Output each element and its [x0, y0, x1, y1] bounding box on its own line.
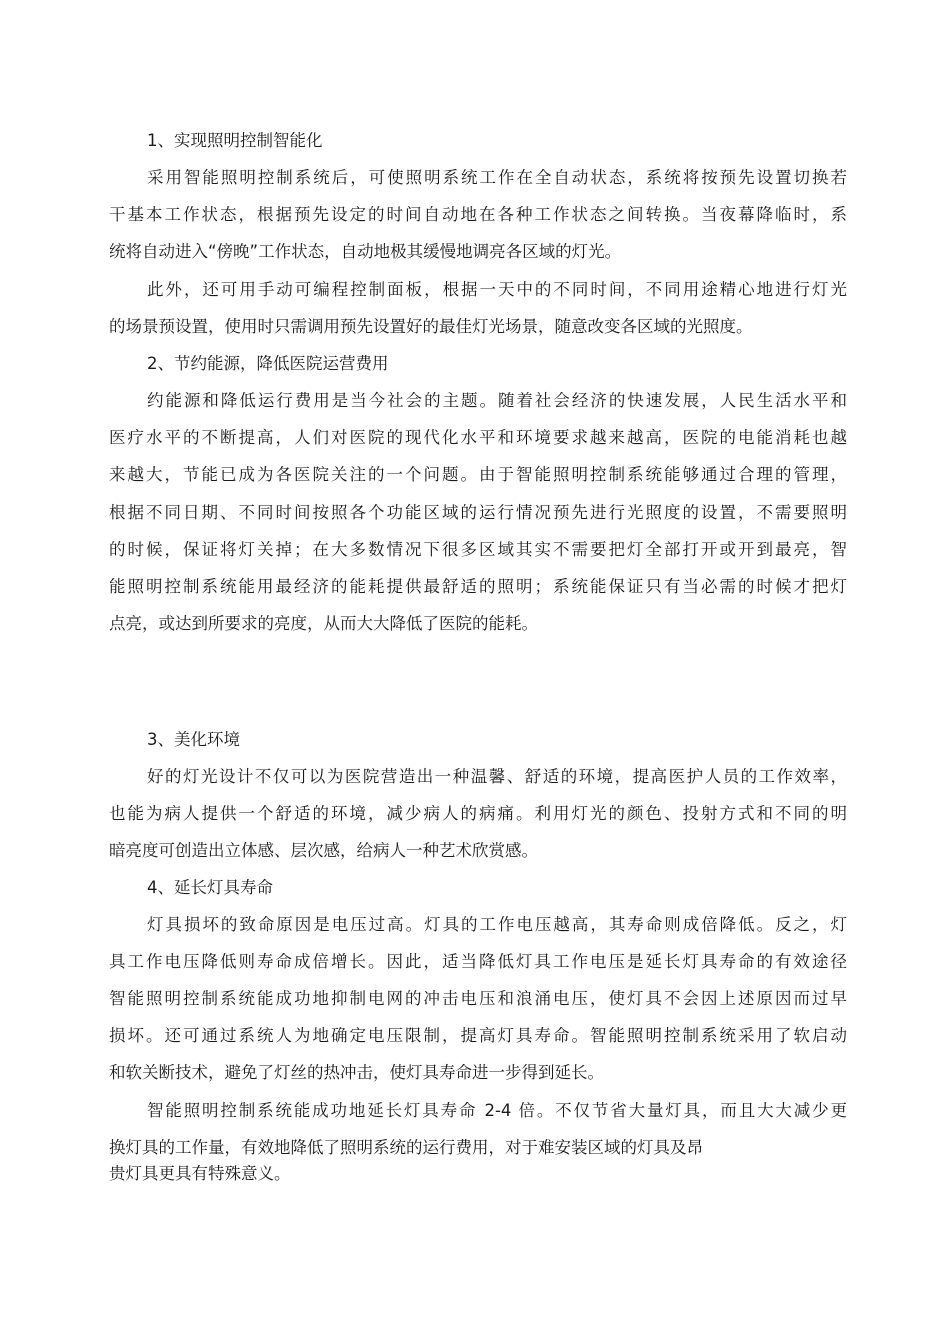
- paragraph-line: 的场景预设置，使用时只需调用预先设置好的最佳灯光场景，随意改变各区域的光照度。: [109, 317, 753, 336]
- section-heading: 3、美化环境: [147, 730, 240, 749]
- paragraph-line: 能照明控制系统能用最经济的能耗提供最舒适的照明；系统能保证只有当必需的时候才把灯: [109, 577, 847, 596]
- paragraph-line: 此外，还可用手动可编程控制面板，根据一天中的不同时间，不同用途精心地进行灯光: [147, 280, 847, 299]
- paragraph-line: 好的灯光设计不仅可以为医院营造出一种温馨、舒适的环境，提高医护人员的工作效率，: [147, 767, 847, 786]
- paragraph-line: 也能为病人提供一个舒适的环境，减少病人的病痛。利用灯光的颜色、投射方式和不同的明: [109, 804, 847, 823]
- paragraph-line: 来越大，节能已成为各医院关注的一个问题。由于智能照明控制系统能够通过合理的管理，: [109, 465, 847, 484]
- paragraph-line: 根据不同日期、不同时间按照各个功能区域的运行情况预先进行光照度的设置，不需要照明: [109, 503, 847, 522]
- paragraph-line: 医疗水平的不断提高，人们对医院的现代化水平和环境要求越来越高，医院的电能消耗也越: [109, 428, 847, 447]
- paragraph-line: 灯具损坏的致命原因是电压过高。灯具的工作电压越高，其寿命则成倍降低。反之，灯: [147, 915, 847, 934]
- paragraph-line: 损坏。还可通过系统人为地确定电压限制，提高灯具寿命。智能照明控制系统采用了软启动: [109, 1026, 847, 1045]
- paragraph-line: 的时候，保证将灯关掉；在大多数情况下很多区域其实不需要把灯全部打开或开到最亮，智: [109, 540, 847, 559]
- paragraph-line: 暗亮度可创造出立体感、层次感，给病人一种艺术欣赏感。: [109, 841, 538, 860]
- paragraph-line: 智能照明控制系统能成功地延长灯具寿命 2-4 倍。不仅节省大量灯具，而且大大减少更: [147, 1101, 847, 1120]
- paragraph-line: 采用智能照明控制系统后，可使照明系统工作在全自动状态，系统将按预先设置切换若: [147, 168, 847, 187]
- paragraph-line: 统将自动进入“傍晚”工作状态，自动地极其缓慢地调亮各区域的灯光。: [109, 242, 622, 261]
- paragraph-line: 贵灯具更具有特殊意义。: [109, 1164, 291, 1183]
- paragraph-line: 换灯具的工作量，有效地降低了照明系统的运行费用，对于难安装区域的灯具及昂: [109, 1138, 703, 1157]
- paragraph-line: 具工作电压降低则寿命成倍增长。因此，适当降低灯具工作电压是延长灯具寿命的有效途径: [109, 952, 847, 971]
- paragraph-line: 智能照明控制系统能成功地抑制电网的冲击电压和浪涌电压，使灯具不会因上述原因而过早: [109, 989, 847, 1008]
- section-heading: 4、延长灯具寿命: [147, 878, 273, 897]
- paragraph-line: 点亮，或达到所要求的亮度，从而大大降低了医院的能耗。: [109, 614, 538, 633]
- section-heading: 1、实现照明控制智能化: [147, 131, 323, 150]
- section-heading: 2、节约能源，降低医院运营费用: [147, 354, 389, 373]
- paragraph-line: 约能源和降低运行费用是当今社会的主题。随着社会经济的快速发展，人民生活水平和: [147, 391, 847, 410]
- paragraph-line: 干基本工作状态，根据预先设定的时间自动地在各种工作状态之间转换。当夜幕降临时，系: [109, 205, 847, 224]
- paragraph-line: 和软关断技术，避免了灯丝的热冲击，使灯具寿命进一步得到延长。: [109, 1063, 604, 1082]
